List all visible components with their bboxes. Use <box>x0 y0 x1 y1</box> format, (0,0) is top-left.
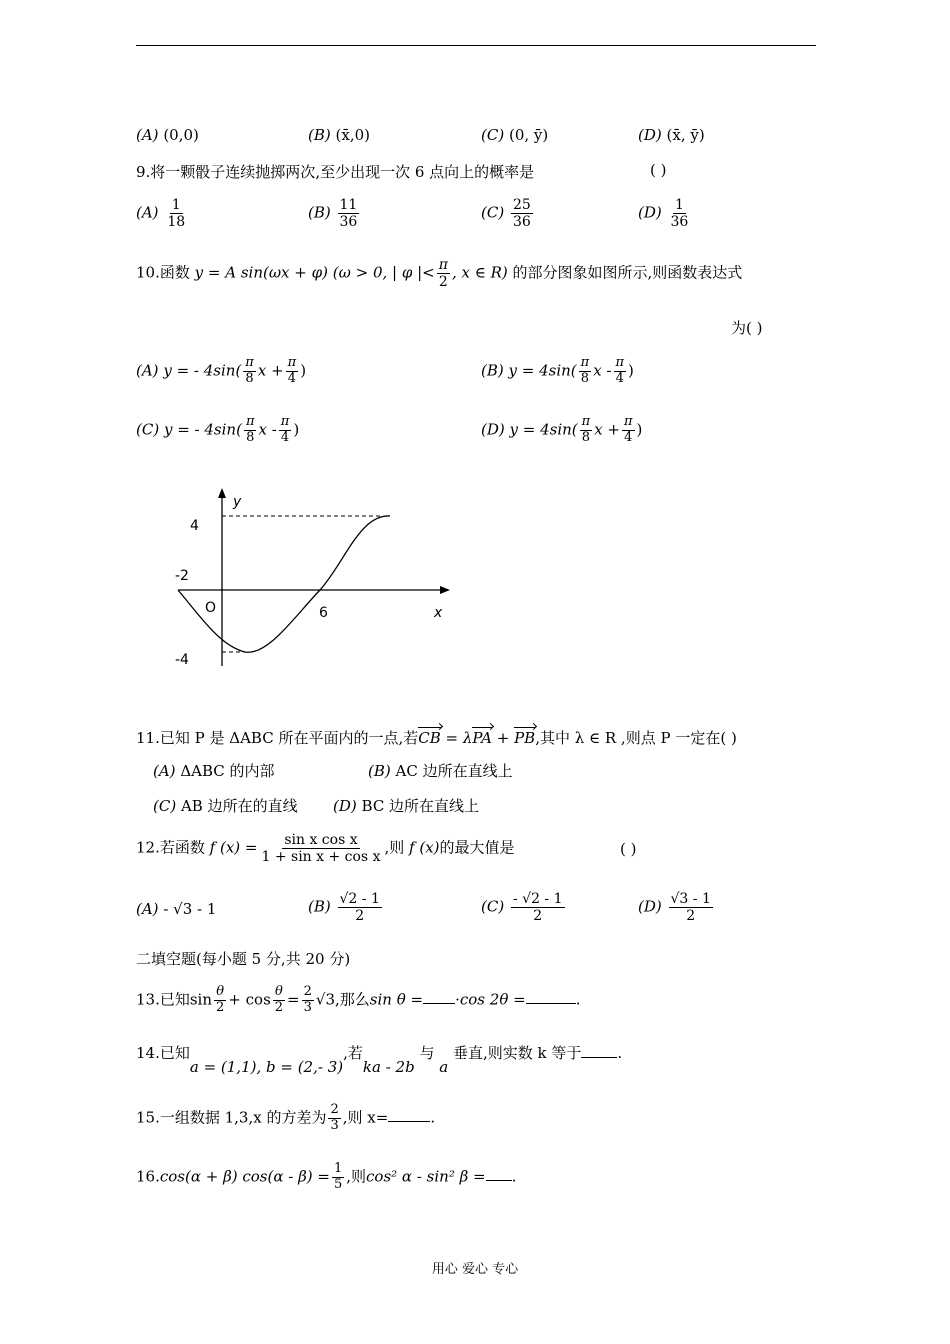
q8-option-b: (B) (x̄,0) <box>308 126 370 144</box>
q14-stem: 14.已知a = (1,1), b = (2,- 3),若ka - 2b 与 a 垂直,则实数 k 等于 . <box>136 1044 623 1076</box>
q10-stem: 10.函数 y = A sin(ωx + φ) (ω > 0, | φ |< $\frac{\pi}{2}$ , x ∈ R) 的部分图象如图所示,则函数表达式 <box>136 257 743 291</box>
q16-stem: 16.cos(α + β) cos(α - β) = $\frac{1}{5}$ ,则cos² α - sin² β = . <box>136 1161 517 1192</box>
y-axis-label: y <box>233 494 242 510</box>
tick-label-neg4: -4 <box>175 652 189 668</box>
tick-label-4: 4 <box>190 518 199 534</box>
q12-option-c: (C) $\frac{- √2 - 1}{2}$ <box>481 891 563 925</box>
q11-option-c: (C) AB 边所在的直线 <box>153 797 298 815</box>
section-heading: 二填空题(每小题 5 分,共 20 分) <box>136 950 351 968</box>
header-rule <box>136 45 816 46</box>
q9-stem: 9.将一颗骰子连续抛掷两次,至少出现一次 6 点向上的概率是 <box>136 163 535 181</box>
q8-option-c: (C) (0, ȳ) <box>481 126 549 144</box>
tick-label-6: 6 <box>319 605 328 621</box>
q8-option-a: (A) (0,0) <box>136 126 199 144</box>
q15-blank[interactable] <box>388 1120 430 1122</box>
q10-option-c: (C) y = - 4sin( $\frac{\pi}{8}$ x - $\frac{\pi}{4}$ ) <box>136 414 300 445</box>
q9-answer-paren: ( ) <box>650 161 667 179</box>
sine-curve <box>178 516 390 652</box>
q11-option-b: (B) AC 边所在直线上 <box>368 762 513 780</box>
q10-option-a: (A) y = - 4sin( $\frac{\pi}{8}$ x + $\frac{\pi}{4}$ ) <box>136 355 307 386</box>
q9-option-a: (A) $\frac{1}{18}$ <box>136 197 186 231</box>
x-axis-arrow <box>440 586 450 594</box>
q12-option-d: (D) $\frac{√3 - 1}{2}$ <box>638 891 711 925</box>
q13-blank-2[interactable] <box>526 1002 576 1004</box>
q12-answer-paren: ( ) <box>620 840 637 858</box>
q15-stem: 15.一组数据 1,3,x 的方差为 $\frac{2}{3}$ ,则 x= . <box>136 1102 436 1133</box>
q8-option-d: (D) (x̄, ȳ) <box>638 126 705 144</box>
q12-option-a: (A) - √3 - 1 <box>136 900 217 918</box>
q14-blank[interactable] <box>581 1056 617 1058</box>
q9-option-d: (D) $\frac{1}{36}$ <box>638 197 689 231</box>
tick-label-neg2: -2 <box>175 568 189 584</box>
q10-option-b: (B) y = 4sin( $\frac{\pi}{8}$ x - $\frac{\pi}{4}$ ) <box>481 355 634 386</box>
q11-option-a: (A) ΔABC 的内部 <box>153 762 275 780</box>
q11-option-d: (D) BC 边所在直线上 <box>333 797 480 815</box>
q10-sine-graph <box>170 486 460 676</box>
y-axis-arrow <box>218 488 226 498</box>
q13-stem: 13.已知sin $\frac{\theta}{2}$ + cos $\frac{\theta}{2}$ = $\frac{2}{3}$ √3,那么sin θ = ·cos 2θ = . <box>136 984 581 1015</box>
q13-blank-1[interactable] <box>423 1002 455 1004</box>
q11-stem: 11.已知 P 是 ΔABC 所在平面内的一点,若CB = λPA + PB,其中 λ ∈ R ,则点 P 一定在( ) <box>136 729 737 747</box>
q9-option-b: (B) $\frac{11}{36}$ <box>308 197 358 231</box>
q12-option-b: (B) $\frac{√2 - 1}{2}$ <box>308 891 380 925</box>
page-footer: 用心 爱心 专心 <box>431 1262 519 1277</box>
q10-option-d: (D) y = 4sin( $\frac{\pi}{8}$ x + $\frac{\pi}{4}$ ) <box>481 414 643 445</box>
q9-option-c: (C) $\frac{25}{36}$ <box>481 197 531 231</box>
q16-blank[interactable] <box>486 1179 512 1181</box>
x-axis-label: x <box>434 605 443 621</box>
q10-answer-paren: 为( ) <box>731 319 763 337</box>
q12-stem: 12.若函数 f (x) = $\frac{\text{sin x cos x}}{\text{1 + sin x + cos x}}$ ,则 f (x)的最大值是 <box>136 832 515 866</box>
origin-label: O <box>205 600 217 616</box>
